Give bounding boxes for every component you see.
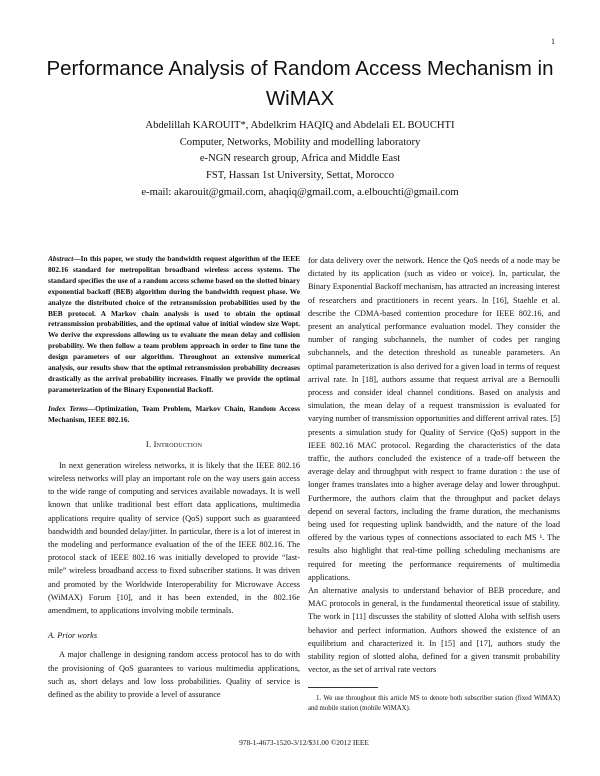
abstract-lead: Abstract— xyxy=(48,254,81,263)
author-emails: e-mail: akarouit@gmail.com, ahaqiq@gmail.com, a.elbouchti@gmail.com xyxy=(141,186,459,198)
index-terms-lead: Index Terms— xyxy=(48,403,96,413)
prior-works-paragraph: A major challenge in designing random access protocol has to do with the provisioning of QoS guarantees to various multimedia applications, such as, short delays and low loss probabilities. Quality of service is defined as the ability to provide a level of assurance xyxy=(48,650,300,700)
section-heading-introduction: I. Introduction xyxy=(145,438,203,449)
copyright-line: 978-1-4673-1520-3/12/$31.00 ©2012 IEEE xyxy=(239,738,369,747)
abstract-text: In this paper, we study the bandwidth request algorithm of the IEEE 802.16 standard for metropolitan broadband wireless access systems. The standard specifies the use of a random access scheme based on the slotted binary exponential backoff (BEB) algorithm during the bandwidth request phase. We analyze the distributed choice of the retransmission probabilities used by the BEB protocol. A Markov chain analysis is used to obtain the optimal retransmission probabilities, and the optimal value of initial window size Wopt. We derive the expressions allowing us to evaluate the mean delay and collision probability. We then follow a team problem approach in order to fine tune the design parameters of our algorithm. Throughout an extensive numerical analysis, our results show that the optimal retransmission probability decreases drastically as the arrival probability increases. Finally we provide the optimal parameterization of the Binary Exponential Backoff. xyxy=(48,254,300,394)
index-terms xyxy=(48,404,300,426)
paper-title: Performance Analysis of Random Access Mechanism in WiMAX xyxy=(46,57,554,110)
abstract xyxy=(48,254,300,396)
author-group: e-NGN research group, Africa and Middle East xyxy=(199,153,401,165)
footnote: 1. We use throughout this article MS to denote both subscriber station (fixed WiMAX) and mobile station (mobile WiMAX). xyxy=(308,694,560,712)
right-column xyxy=(308,254,560,714)
author-lab: Computer, Networks, Mobility and modelling laboratory xyxy=(179,136,421,148)
page-number: 1 xyxy=(551,37,555,46)
index-terms-text: Optimization, Team Problem, Markov Chain, Random Access Mechanism, IEEE 802.16. xyxy=(48,403,300,424)
left-column xyxy=(48,254,300,701)
right-paragraph-2: An alternative analysis to understand behavior of BEB procedure, and MAC protocols in general, is the fundamental theoretical issue of stability. The work in [11] discusses the stability of slotted Aloha with selfish users behavior and perfect information. Authors showed the existence of an equilibrium and characterized it. In [15] and [17], authors study the stability region of slotted aloha, defined for a given transmit probability vector, as the set of arrival rate vectors xyxy=(308,586,560,675)
author-block xyxy=(40,118,560,202)
right-paragraph-1: for data delivery over the network. Hence the QoS needs of a node may be dictated by its application (such as video or voice). In, particular, the Binary Exponential Backoff mechanism, has attracted an increasing interest of researchers and practitioners in recent years. In [16], Staehle et al. describe the CDMA-based contention procedure for IEEE 802.16, and present an analytical performance evaluation model. They consider the number of ranging subchannels, the number of codes per ranging subchannels, and the detection threshold as tuneable parameters. An optimal parameterization is also derived for a given load in terms of request arrival rate. In [18], authors assume that request arrival are a Bernoulli process and consider ideal channel conditions. Based on analysis and simulation, the mean delay of a request transmission is evaluated for varying number of transmission opportunities and different arrival rates. [5] presents a simulation study for Quality of Service (QoS) support in the IEEE 802.16 MAC protocol. Regarding the characteristics of the data traffic, the authors concluded the existence of a trade-off between the average delay and throughput with respect to frame duration : the use of longer frames translates into a higher average delay and lower throughput. Furthermore, the authors claim that the throughput and packet delays depend on several factors, including the frame duration, the mechanisms being used for requesting uplink bandwidth, and the nature of the load offered by the various types of connections associated to each MS ¹. The results also highlight that real-time polling scheduling mechanisms are required for meeting the performance requirements of multimedia applications. xyxy=(308,256,560,582)
footnote-divider xyxy=(308,687,378,688)
introduction-paragraph: In next generation wireless networks, it is likely that the IEEE 802.16 wireless networks will play an important role on the way users gain access to the wide range of computing and services available nowadays. It is well known that unlike traditional best effort data applications, multimedia applications require quality of service (QoS) support such as guaranteed bandwidth and bounded delay/jitter. In particular, there is a lot of interest in the modeling and performance evaluation of the of the IEEE 802.16. The protocol stack of IEEE 802.16 was initially developed to provide “last-mile” wireless broadband access to fixed subscriber stations. It was driven and promoted by the Worldwide Interoperability for Microwave Access (WiMAX) Forum [10], and it has been extended, in the 802.16e amendment, to applications involving mobile terminals. xyxy=(48,460,300,616)
subsection-heading-prior-works: A. Prior works xyxy=(48,631,98,641)
author-affiliation: FST, Hassan 1st University, Settat, Morocco xyxy=(205,170,395,182)
author-names: Abdelillah KAROUIT*, Abdelkrim HAQIQ and Abdelali EL BOUCHTI xyxy=(145,120,455,131)
